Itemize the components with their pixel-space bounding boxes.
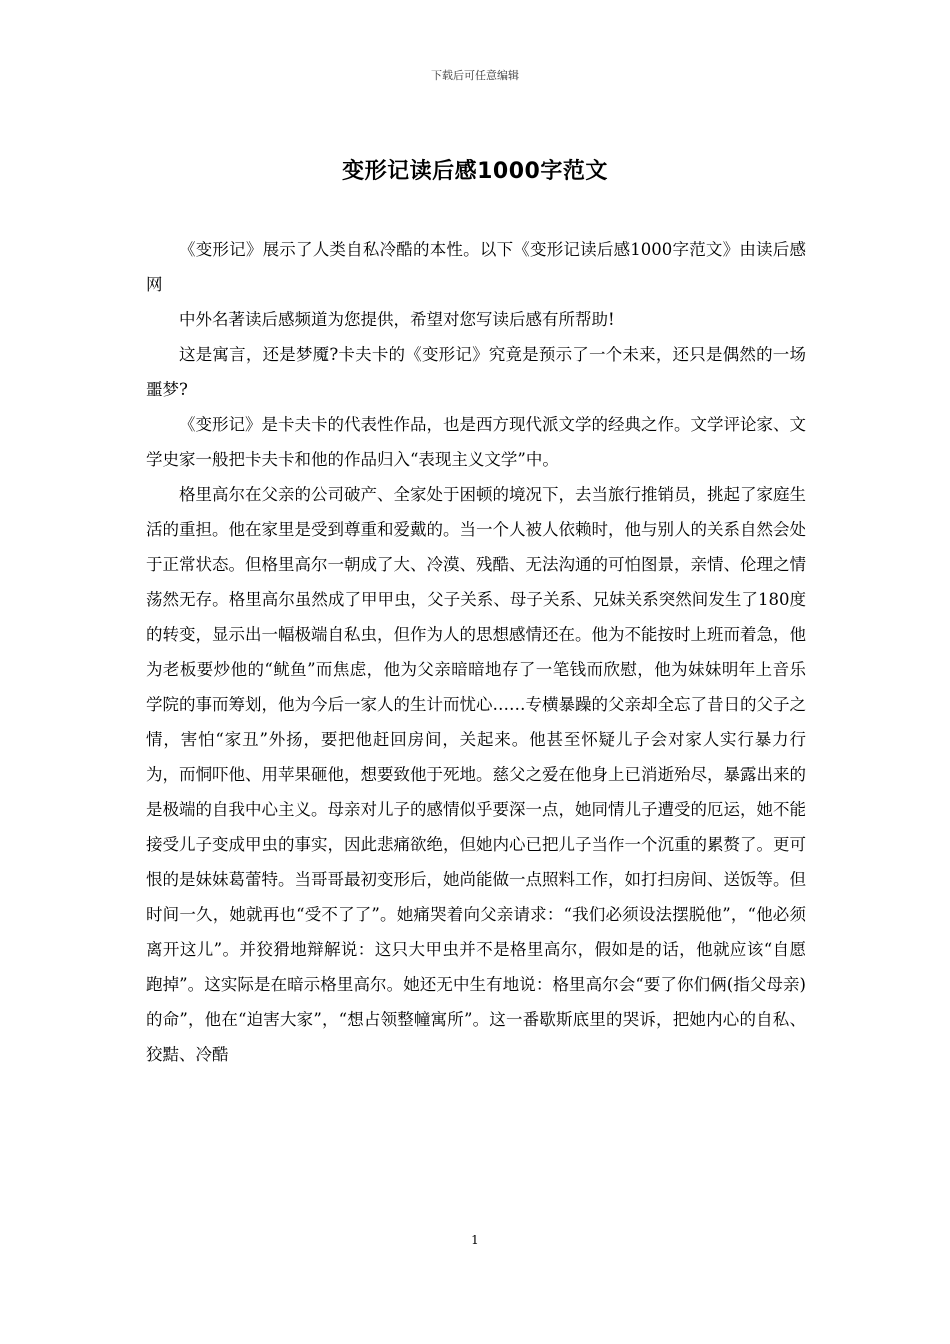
paragraph: 《变形记》是卡夫卡的代表性作品，也是西方现代派文学的经典之作。文学评论家、文学史家一般把卡夫卡和他的作品归入“表现主义文学”中。 — [146, 415, 806, 469]
page-number: 1 — [471, 1233, 479, 1247]
document-title: 变形记读后感1000字范文 — [342, 159, 608, 184]
header-note: 下载后可任意编辑 — [431, 69, 519, 82]
paragraph: 这是寓言，还是梦魇?卡夫卡的《变形记》究竟是预示了一个未来，还只是偶然的一场噩梦? — [146, 345, 806, 399]
paragraph: 中外名著读后感频道为您提供，希望对您写读后感有所帮助! — [179, 310, 615, 329]
document-body — [146, 232, 806, 1072]
paragraph: 《变形记》展示了人类自私冷酷的本性。以下《变形记读后感1000字范文》由读后感网 — [146, 240, 806, 294]
paragraph: 格里高尔在父亲的公司破产、全家处于困顿的境况下，去当旅行推销员，挑起了家庭生活的重担。他在家里是受到尊重和爱戴的。当一个人被人依赖时，他与别人的关系自然会处于正常状态。但格里高尔一朝成了大、冷漠、残酷、无法沟通的可怕图景，亲情、伦理之情荡然无存。格里高尔虽然成了甲甲虫，父子关系、母子关系、兄妹关系突然间发生了180度的转变，显示出一幅极端自私虫，但作为人的思想感情还在。他为不能按时上班而着急，他为老板要炒他的“鱿鱼”而焦虑，他为父亲暗暗地存了一笔钱而欣慰，他为妹妹明年上音乐学院的事而筹划，他为今后一家人的生计而忧心……专横暴躁的父亲却全忘了昔日的父子之情，害怕“家丑”外扬，要把他赶回房间，关起来。他甚至怀疑儿子会对家人实行暴力行为，而恫吓他、用苹果砸他，想要致他于死地。慈父之爱在他身上已消逝殆尽，暴露出来的是极端的自我中心主义。母亲对儿子的感情似乎要深一点，她同情儿子遭受的厄运，她不能接受儿子变成甲虫的事实，因此悲痛欲绝，但她内心已把儿子当作一个沉重的累赘了。更可恨的是妹妹葛蕾特。当哥哥最初变形后，她尚能做一点照料工作，如打扫房间、送饭等。但时间一久，她就再也“受不了了”。她痛哭着向父亲请求：“我们必须设法摆脱他”，“他必须离开这儿”。并狡猾地辩解说：这只大甲虫并不是格里高尔，假如是的话，他就应该“自愿跑掉”。这实际是在暗示格里高尔。她还无中生有地说：格里高尔会“要了你们俩(指父母亲)的命”，他在“迫害大家”，“想占领整幢寓所”。这一番歇斯底里的哭诉，把她内心的自私、狡黠、冷酷 — [146, 485, 806, 1064]
